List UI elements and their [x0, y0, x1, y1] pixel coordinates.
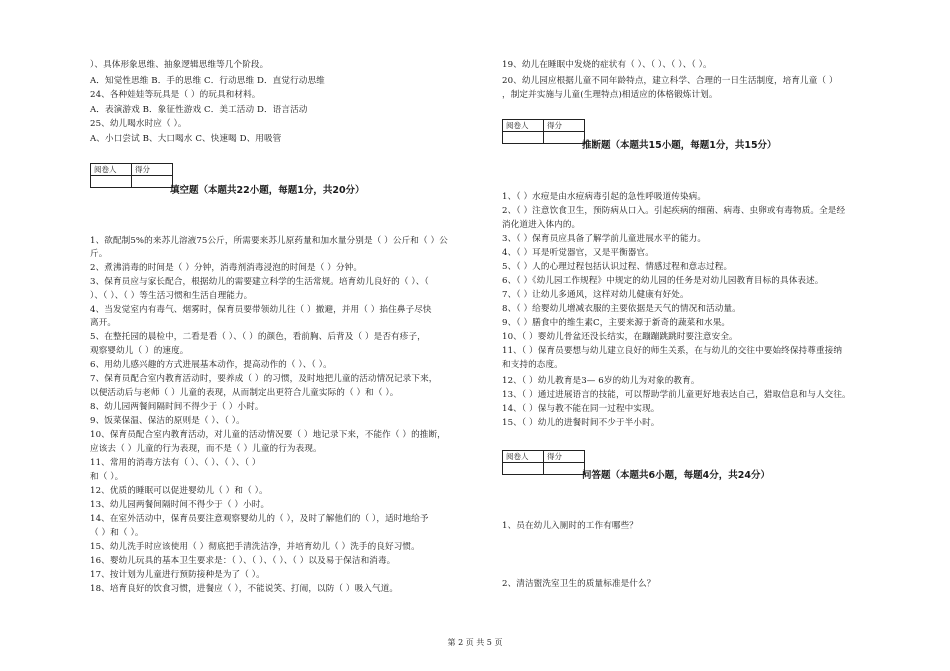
grader-cell[interactable] [503, 463, 544, 475]
question-line: 7、保育员配合室内教育活动时，要养成（ ）的习惯，及时地把儿童的活动情况记录下来， [90, 374, 438, 384]
question-line: 15、幼儿洗手时应该使用（ ）彻底把手清洗洁净，并培育幼儿（ ）洗手的良好习惯。 [90, 542, 420, 552]
question-line: 3、（ ）保育员应具备了解学前儿童进展水平的能力。 [502, 234, 707, 244]
score-cell[interactable] [544, 463, 585, 475]
question-options: A．知觉性思维 B．手的思维 C．行动思维 D．直觉行动思维 [90, 76, 325, 86]
score-box [502, 450, 585, 475]
judge-section-title: 推断题（本题共15小题，每题1分，共15分） [582, 140, 777, 151]
question-options: A、小口尝试 B、大口喝水 C、快速喝 D、用吸管 [90, 134, 282, 144]
question-line: 17、按计划为儿童进行预防接种是为了（ ）。 [90, 570, 265, 580]
question-line: 19、幼儿在睡眠中发烧的症状有（ ）、（ ）、（ ）、（ ）。 [502, 60, 712, 70]
question-line: 25、幼儿喝水时应（ ）。 [90, 119, 187, 129]
question-line: 消化道进入体内的。 [502, 220, 581, 230]
question-line: 14、在室外活动中，保育员要注意观察婴幼儿的（ ），及时了解他们的（ ），适时地给予 [90, 514, 429, 524]
question-line: ，制定并实施与儿童(生理特点)相适应的体格锻炼计划。 [502, 90, 718, 100]
score-cell[interactable] [132, 176, 173, 188]
question-line: 13、（ ）通过进展语言的技能，可以帮助学前儿童更好地表达自己，猎取信息和与人交往。 [502, 390, 851, 400]
question-line: 和支持的态度。 [502, 360, 563, 370]
question-line: 12、优质的睡眠可以促进婴幼儿（ ）和（ ）。 [90, 486, 268, 496]
question-line: 4、（ ）耳是听觉器官，又是平衡器官。 [502, 248, 654, 258]
question-line: 15、（ ）幼儿的进餐时间不少于半小时。 [502, 418, 660, 428]
grader-cell[interactable] [503, 132, 544, 144]
question-line: 8、幼儿园两餐间隔时间不得少于（ ）小时。 [90, 402, 264, 412]
question-line: 1、（ ）水痘是由水痘病毒引起的急性呼吸道传染病。 [502, 192, 707, 202]
score-label: 得分 [132, 164, 173, 176]
question-line: 6、（ ）《幼儿园工作规程》中规定的幼儿园的任务是对幼儿园教育目标的具体表述。 [502, 276, 824, 286]
question-line: 2、（ ）注意饮食卫生，预防病从口入。引起疾病的细菌、病毒、虫卵或有毒物质。全是经 [502, 206, 846, 216]
question-line: 8、（ ）给婴幼儿增减衣服的主要依据是天气的情况和活动量。 [502, 304, 741, 314]
question-line: 24、各种娃娃等玩具是（ ）的玩具和材料。 [90, 90, 261, 100]
question-line: 11、（ ）保育员要想与幼儿建立良好的师生关系，在与幼儿的交往中要始终保持尊重接纳 [502, 346, 843, 356]
question-line: 7、（ ）让幼儿多通风，这样对幼儿健康有好处。 [502, 290, 689, 300]
question-line: ）、（ ）、（ ）等生活习惯和生活自理能力。 [90, 291, 253, 301]
grader-label: 阅卷人 [503, 120, 544, 132]
question-line: 11、常用的消毒方法有（ ）、（ ）、（ ）、（ ） [90, 458, 261, 468]
question-line: 10、保育员配合室内教育活动，对儿童的活动情况要（ ）地记录下来，不能作（ ）的推断， [90, 430, 446, 440]
score-cell[interactable] [544, 132, 585, 144]
question-line: 1、员在幼儿入厕时的工作有哪些？ [502, 521, 638, 531]
question-line: 10、（ ）婴幼儿骨盆还没长结实，在蹦蹦跳跳时要注意安全。 [502, 332, 738, 342]
question-line: 5、在整托园的晨检中，二看是看（ ）、（ ）的颜色，看前胸、后背及（ ）是否有疹子， [90, 332, 426, 342]
question-line: 16、婴幼儿玩具的基本卫生要求是：（ ）、（ ）、（ ）、（ ）以及易于保洁和消毒。 [90, 556, 396, 566]
question-line: ）、具体形象思维、抽象逻辑思维等几个阶段。 [90, 60, 269, 70]
page-footer: 第 2 页 共 5 页 [447, 638, 503, 647]
question-line: 2、煮沸消毒的时间是（ ）分钟，消毒剂消毒浸泡的时间是（ ）分钟。 [90, 263, 363, 273]
question-line: 和（ ）。 [90, 472, 124, 482]
question-line: 9、（ ）膳食中的维生素C，主要来源于新奇的蔬菜和水果。 [502, 318, 731, 328]
question-line: 9、饭菜保温、保洁的原则是（ ）、（ ）。 [90, 416, 245, 426]
question-line: （ ）和（ ）。 [90, 528, 144, 538]
grader-label: 阅卷人 [503, 451, 544, 463]
question-line: 斤。 [90, 249, 108, 259]
question-line: 1、欲配制5%的来苏儿溶液75公斤，所需要来苏儿原药量和加水量分别是（ ）公斤和（ ）公 [90, 236, 448, 246]
score-label: 得分 [544, 451, 585, 463]
qa-section-title: 问答题（本题共6小题，每题4分，共24分） [582, 470, 770, 481]
question-line: 应该去（ ）儿童的行为表现，而不是（ ）儿童的行为表现。 [90, 444, 322, 454]
score-box [502, 119, 585, 144]
question-line: 2、清洁盥洗室卫生的质量标准是什么？ [502, 579, 656, 589]
question-line: 14、（ ）保与教不能在同一过程中实现。 [502, 404, 660, 414]
question-line: 6、用幼儿感兴趣的方式进展基本动作，提高动作的（ ）、（ ）。 [90, 360, 332, 370]
question-line: 离开。 [90, 318, 117, 328]
fill-section-title: 填空题（本题共22小题，每题1分，共20分） [170, 185, 365, 196]
question-line: 5、（ ）人的心理过程包括认识过程、情感过程和意志过程。 [502, 262, 733, 272]
question-line: 以便活动后与老师（ ）儿童的表现，从而制定出更符合儿童实际的（ ）和（ ）。 [90, 388, 399, 398]
question-line: 12、（ ）幼儿教育是3— 6岁的幼儿为对象的教育。 [502, 376, 700, 386]
score-box [90, 163, 173, 188]
grader-cell[interactable] [91, 176, 132, 188]
question-line: 观察婴幼儿（ ）的速度。 [90, 346, 189, 356]
question-line: 20、幼儿园应根据儿童不同年龄特点，建立科学、合理的一日生活制度，培育儿童（ ） [502, 76, 838, 86]
question-line: 4、当发觉室内有毒气、烟雾时，保育员要带领幼儿往（ ）撤避，并用（ ）掐住鼻子尽快 [90, 305, 432, 315]
question-line: 13、幼儿园两餐间隔时间不得少于（ ）小时。 [90, 500, 270, 510]
grader-label: 阅卷人 [91, 164, 132, 176]
question-line: 18、培育良好的饮食习惯，进餐应（ ），不能说笑、打闹，以防（ ）吸入气道。 [90, 584, 399, 594]
question-line: 3、保育员应与家长配合，根据幼儿的需要建立科学的生活常规。培育幼儿良好的（ ）、（ [90, 277, 429, 287]
score-label: 得分 [544, 120, 585, 132]
question-options: A．表演游戏 B．象征性游戏 C．美工活动 D．语言活动 [90, 105, 308, 115]
